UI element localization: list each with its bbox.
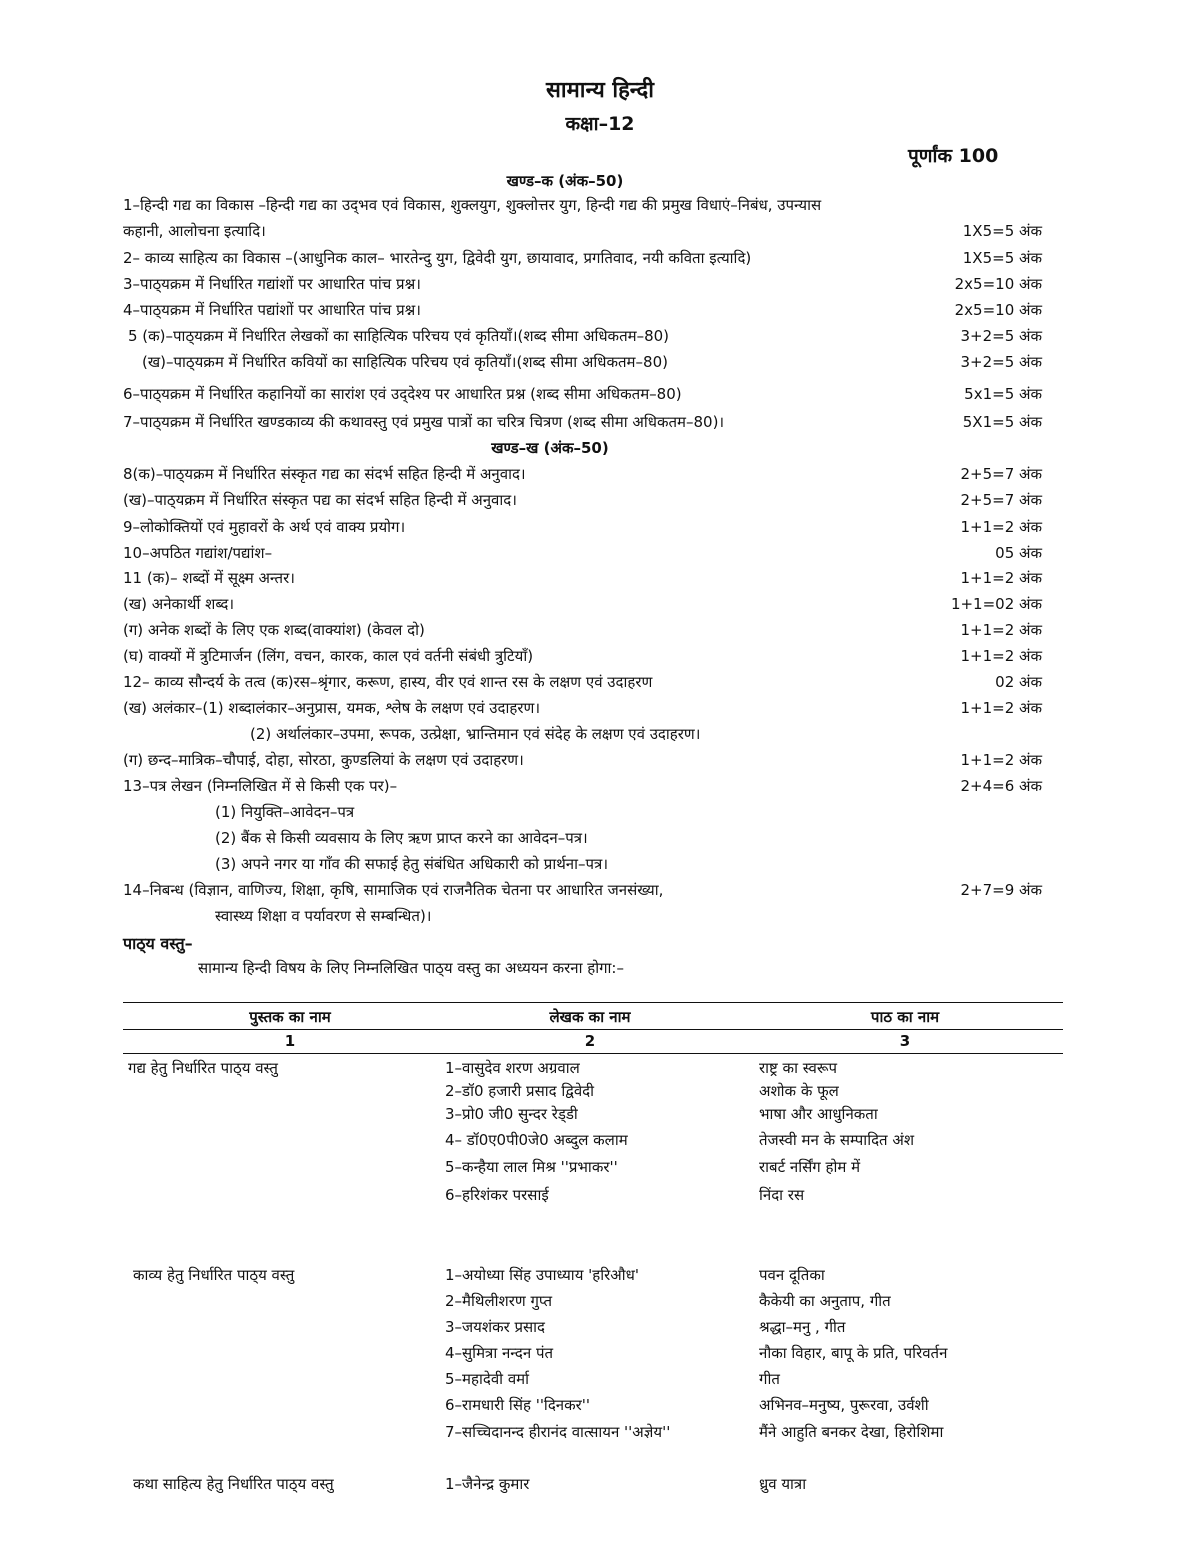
full-marks: पूर्णांक 100 [908,145,999,167]
row-marks: 2+7=9 अंक [960,881,1042,899]
marks-row [0,802,1200,824]
row-text: 14–निबन्ध (विज्ञान, वाणिज्य, शिक्षा, कृषि, सामाजिक एवं राजनैतिक चेतना पर आधारित जनसंख्या, [123,881,664,899]
syllabus-intro: सामान्य हिन्दी विषय के लिए निम्नलिखित पाठ्‌य वस्तु का अध्ययन करना होगा:– [198,959,624,977]
marks-row [0,724,1200,746]
row-text: (ख)–पाठ्‌यक्रम में निर्धारित कवियों का साहित्यिक परिचय एवं कृतियाँ।(शब्द सीमा अधिकतम–80) [142,353,668,371]
row-marks: 2x5=10 अंक [954,275,1042,293]
marks-row [0,828,1200,850]
author-name: 5–कन्हैया लाल मिश्र ''प्रभाकर'' [445,1158,618,1176]
marks-row [0,880,1200,902]
author-name: 2–डॉ0 हजारी प्रसाद द्विवेदी [445,1082,595,1100]
header-mid-rule [123,1029,1063,1030]
row-text: (3) अपने नगर या गाँव की सफाई हेतु संबंधित अधिकारी को प्रार्थना–पत्र। [215,855,609,873]
row-text: 3–पाठ्‌यक्रम में निर्धारित गद्यांशों पर आधारित पांच प्रश्न। [123,275,421,293]
column-header-author: लेखक का नाम [549,1008,631,1026]
marks-row [0,594,1200,616]
row-text: (ख) अनेकार्थी शब्द। [123,595,235,613]
column-number-1: 1 [284,1032,296,1050]
marks-row [0,300,1200,322]
marks-row [0,464,1200,486]
lesson-name: अशोक के फूल [759,1082,839,1100]
lesson-name: राबर्ट नर्सिंग होम में [759,1158,861,1176]
lesson-name: राष्ट्र का स्वरूप [759,1059,838,1077]
row-marks: 1+1=2 अंक [960,518,1042,536]
author-name: 7–सच्चिदानन्द हीरानंद वात्सायन ''अज्ञेय'' [445,1423,671,1441]
section-b-heading: खण्ड–ख (अंक–50) [491,439,609,457]
marks-row [0,490,1200,512]
marks-row [0,672,1200,694]
marks-row [0,543,1200,565]
column-number-2: 2 [584,1032,596,1050]
row-marks: 1+1=2 अंक [960,751,1042,769]
author-name: 4–सुमित्रा नन्दन पंत [445,1344,554,1362]
row-text: कहानी, आलोचना इत्यादि। [123,222,266,240]
row-text: (ग) छन्द–मात्रिक–चौपाई, दोहा, सोरठा, कुण्डलियां के लक्षण एवं उदाहरण। [123,751,524,769]
marks-row [0,384,1200,406]
book-name: कथा साहित्य हेतु निर्धारित पाठ्‌य वस्तु [133,1475,334,1493]
column-number-3: 3 [899,1032,911,1050]
row-text: 9–लोकोक्तियों एवं मुहावरों के अर्थ एवं वाक्य प्रयोग। [123,518,406,536]
header-bottom-rule [123,1053,1063,1054]
marks-row [0,326,1200,348]
row-marks: 1+1=2 अंक [960,699,1042,717]
author-name: 3–जयशंकर प्रसाद [445,1318,546,1336]
author-name: 3–प्रो0 जी0 सुन्दर रेड्‌डी [445,1105,578,1123]
row-text: (ग) अनेक शब्दों के लिए एक शब्द(वाक्यांश) (केवल दो) [123,621,425,639]
marks-row [0,248,1200,270]
row-text: 4–पाठ्‌यक्रम में निर्धारित पद्यांशों पर आधारित पांच प्रश्न। [123,301,421,319]
row-marks: 1+1=2 अंक [960,621,1042,639]
lesson-name: मैंने आहुति बनकर देखा, हिरोशिमा [759,1423,944,1441]
author-name: 1–अयोध्या सिंह उपाध्याय 'हरिऔध' [445,1266,639,1284]
lesson-name: तेजस्वी मन के सम्पादित अंश [759,1131,915,1149]
row-marks: 1+1=2 अंक [960,569,1042,587]
author-name: 2–मैथिलीशरण गुप्त [445,1292,553,1310]
marks-row [0,646,1200,668]
column-header-book: पुस्तक का नाम [249,1008,331,1026]
marks-row [0,274,1200,296]
author-name: 4– डॉ0ए0पी0जे0 अब्दुल कलाम [445,1131,628,1149]
row-text: (घ) वाक्यों में त्रुटिमार्जन (लिंग, वचन, कारक, काल एवं वर्तनी संबंधी त्रुटियाँ) [123,647,534,665]
row-marks: 2+5=7 अंक [960,465,1042,483]
row-marks: 2+5=7 अंक [960,491,1042,509]
author-name: 6–हरिशंकर परसाई [445,1186,549,1204]
row-text: (ख)–पाठ्‌यक्रम में निर्धारित संस्कृत पद्य का संदर्भ सहित हिन्दी में अनुवाद। [123,491,517,509]
table-top-rule [123,1002,1063,1003]
marks-row [0,412,1200,434]
lesson-name: अभिनव–मनुष्य, पुरूरवा, उर्वशी [759,1396,929,1414]
lesson-name: निंदा रस [759,1186,805,1204]
book-name: गद्य हेतु निर्धारित पाठ्‌य वस्तु [128,1059,278,1077]
syllabus-heading: पाठ्‌य वस्तु– [123,934,193,953]
row-text: 2– काव्य साहित्य का विकास –(आधुनिक काल– भारतेन्दु युग, द्विवेदी युग, छायावाद, प्रगतिवाद, नयी कविता इत्यादि) [123,249,752,267]
row-marks: 1+1=2 अंक [960,647,1042,665]
row-text: (1) नियुक्ति–आवेदन–पत्र [215,803,355,821]
row-marks: 2x5=10 अंक [954,301,1042,319]
row-text: 11 (क)– शब्दों में सूक्ष्म अन्तर। [123,569,295,587]
row-marks: 05 अंक [995,544,1042,562]
marks-row [0,906,1200,928]
marks-row [0,195,1200,217]
section-a-heading: खण्ड–क (अंक–50) [506,172,624,190]
marks-row [0,352,1200,374]
row-text: 12– काव्य सौन्दर्य के तत्व (क)रस–श्रृंगार, करूण, हास्य, वीर एवं शान्त रस के लक्षण एवं उदाहरण [123,673,653,691]
marks-row [0,854,1200,876]
row-marks: 1X5=5 अंक [962,222,1042,240]
class-label: कक्षा–12 [565,113,635,135]
column-header-lesson: पाठ का नाम [870,1008,940,1026]
row-text: (2) बैंक से किसी व्यवसाय के लिए ऋण प्राप्त करने का आवेदन–पत्र। [215,829,588,847]
row-text: 6–पाठ्‌यक्रम में निर्धारित कहानियों का सारांश एवं उद्‌देश्य पर आधारित प्रश्न (शब्द सीमा अधिकतम–80) [123,385,682,403]
marks-row [0,750,1200,772]
marks-row [0,221,1200,243]
row-marks: 3+2=5 अंक [960,353,1042,371]
author-name: 1–जैनेन्द्र कुमार [445,1475,530,1493]
marks-row [0,698,1200,720]
lesson-name: कैकेयी का अनुताप, गीत [759,1292,891,1310]
author-name: 6–रामधारी सिंह ''दिनकर'' [445,1396,591,1414]
row-text: 7–पाठ्‌यक्रम में निर्धारित खण्डकाव्य की कथावस्तु एवं प्रमुख पात्रों का चरित्र चित्रण (शब्द सीमा अधिकतम–80)। [123,413,725,431]
row-text: 1–हिन्दी गद्य का विकास –हिन्दी गद्य का उद्‌भव एवं विकास, शुक्लयुग, शुक्लोत्तर युग, हिन्दी गद्य की प्रमुख विधाएं–निबंध, उपन्यास [123,196,822,214]
lesson-name: पवन दूतिका [759,1266,825,1284]
page-title: सामान्य हिन्दी [546,78,654,103]
row-text: 8(क)–पाठ्‌यक्रम में निर्धारित संस्कृत गद्य का संदर्भ सहित हिन्दी में अनुवाद। [123,465,526,483]
author-name: 1–वासुदेव शरण अग्रवाल [445,1059,580,1077]
row-text: 10–अपठित गद्यांश/पद्यांश– [123,544,273,562]
author-name: 5–महादेवी वर्मा [445,1370,530,1388]
row-marks: 5x1=5 अंक [964,385,1042,403]
book-name: काव्य हेतु निर्धारित पाठ्‌य वस्तु [133,1266,295,1284]
marks-row [0,620,1200,642]
row-text: (2) अर्थालंकार–उपमा, रूपक, उत्प्रेक्षा, भ्रान्तिमान एवं संदेह के लक्षण एवं उदाहरण। [250,725,701,743]
lesson-name: नौका विहार, बापू के प्रति, परिवर्तन [759,1344,948,1362]
row-text: 13–पत्र लेखन (निम्नलिखित में से किसी एक पर)– [123,777,398,795]
row-marks: 3+2=5 अंक [960,327,1042,345]
lesson-name: श्रद्धा–मनु , गीत [759,1318,846,1336]
lesson-name: भाषा और आधुनिकता [759,1105,878,1123]
row-marks: 02 अंक [995,673,1042,691]
row-text: (ख) अलंकार–(1) शब्दालंकार–अनुप्रास, यमक, श्लेष के लक्षण एवं उदाहरण। [123,699,541,717]
lesson-name: ध्रुव यात्रा [759,1475,807,1493]
row-marks: 2+4=6 अंक [960,777,1042,795]
row-text: स्वास्थ्य शिक्षा व पर्यावरण से सम्बन्धित)। [215,907,432,925]
lesson-name: गीत [759,1370,780,1388]
row-marks: 5X1=5 अंक [962,413,1042,431]
marks-row [0,776,1200,798]
marks-row [0,517,1200,539]
row-text: 5 (क)–पाठ्‌यक्रम में निर्धारित लेखकों का साहित्यिक परिचय एवं कृतियाँ।(शब्द सीमा अधिकतम–80) [128,327,670,345]
marks-row [0,568,1200,590]
row-marks: 1+1=02 अंक [950,595,1042,613]
row-marks: 1X5=5 अंक [962,249,1042,267]
